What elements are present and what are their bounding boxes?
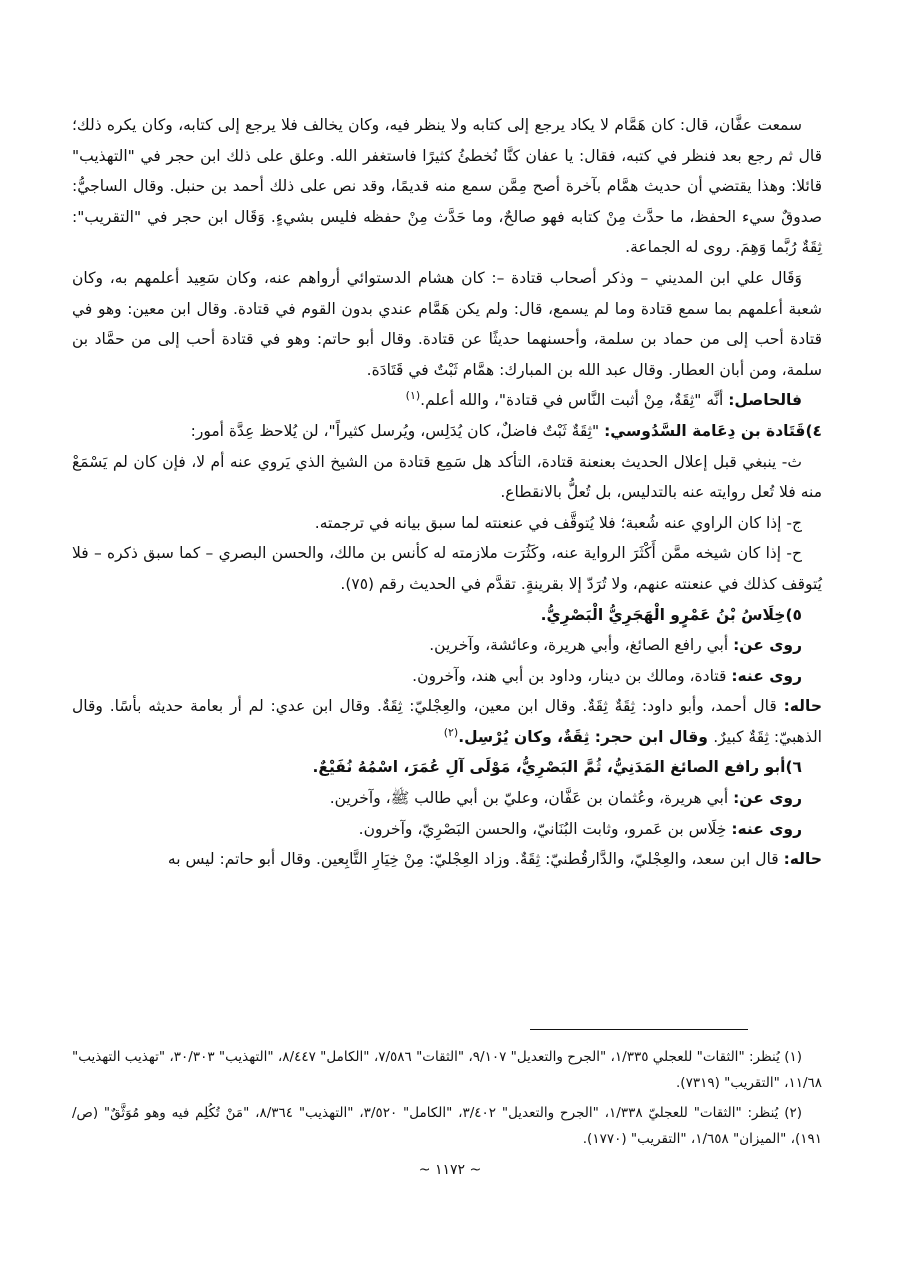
body-text bbox=[72, 110, 822, 875]
paragraph-hammam-2: وَقَال علي ابن المديني – وذكر أصحاب قتادة –: كان هشام الدستوائي أرواهم عنه، وكان سَعِيد أعلمهم به، وكان شعبة أعلمهم بما سمع قتادة وما لم يسمع، قال: ولم يكن هَمَّام عندي بدون القوم في قتادة. وقال ابن معين: وهو في قتادة أحب إلى من حماد بن سلمة، وأحسنهما حديثًا عن قتادة. وقال أبو حاتم: وهو في قتادة أحب إلى من حمَّاد بن سلمة، ومن أبان العطار. وقال عبد الله بن المبارك: همَّام ثَبْتٌ في قَتَادَة. bbox=[72, 268, 822, 379]
conclusion-label: فالحاصل: bbox=[728, 391, 802, 410]
narrator-4-name: ٤)قَتَادة بن دِعَامة السَّدُوسي: bbox=[604, 421, 822, 440]
note-tha: ث- ينبغي قبل إعلال الحديث بعنعنة قتادة، التأكد هل سَمِع قتادة من الشيخ الذي يَروي عنه أم لا، فإن كان لم يَسْمَعْ منه فلا تُعل روايته عنه بالتدليس، بل تُعلُّ بالانقطاع. bbox=[72, 452, 822, 502]
page-number: ~ ١١٧٢ ~ bbox=[418, 1162, 482, 1178]
heading-abu-rafi bbox=[72, 752, 822, 783]
footnote-separator bbox=[530, 1029, 748, 1030]
abu-rafi-status: حاله: قال ابن سعد، والعِجْليّ، والدَّارقُطنيّ: ثِقَةٌ. وزاد العِجْليّ: مِنْ خِيَارِ التَّابِعين. وقال أبو حاتم: ليس به bbox=[167, 850, 822, 869]
paragraph-conclusion: فالحاصل: أنَّه "ثِقَةٌ، مِنْ أثبت النَّاس في قتادة"، والله أعلم.$^{(١)}$ bbox=[405, 389, 802, 410]
narrator-6-name: ٦)أبو رافع الصائغ المَدَنِيُّ، ثُمَّ البَصْرِيُّ، مَوْلَى آلِ عُمَرَ، اسْمُهُ نُفَيْعٌ. bbox=[312, 758, 802, 777]
footnote-ref-2: (٢) bbox=[443, 725, 459, 739]
khilas-narrated-from: روى عن: أبي رافع الصائغ، وأبي هريرة، وعائشة، وآخرين. bbox=[429, 636, 802, 655]
footnotes bbox=[72, 1044, 822, 1156]
note-jim: ج- إذا كان الراوي عنه شُعبة؛ فلا يُتوقَّف في عنعنته لما سبق بيانه في ترجمته. bbox=[314, 513, 802, 532]
note-ha: ح- إذا كان شيخه ممَّن أَكْثَرَ الرواية عنه، وكَثُرَت ملازمته له كأنس بن مالك، والحسن البصري – كما سبق ذكره – فلا يُتوقف كذلك في عنعنته عنهم، ولا تُرَدّ إلا بقرينةٍ. تقدَّم في الحديث رقم (٧٥). bbox=[72, 544, 822, 593]
abu-rafi-narrated-from: روى عن: أبي هريرة، وعُثمان بن عَفَّان، وعليّ بن أبي طالب ﷺ، وآخرين. bbox=[329, 789, 802, 808]
paragraph-hammam-1: سمعت عفَّان، قال: كان هَمَّام لا يكاد يرجع إلى كتابه ولا ينظر فيه، وكان يخالف فلا يرجع إلى كتابه، وكان يكره ذلك؛ قال ثم رجع بعد فنظر في كتبه، فقال: يا عفان كنَّا نُخطئُ كثيرًا فاستغفر الله. وعلق على ذلك ابن حجر في "التهذيب" قائلا: وهذا يقتضي أن حديث همَّام بآخرة أصح مِمَّن سمع منه قديمًا، وقد نص على ذلك أحمد بن حنبل. وقال الساجيُّ: صدوقٌ سيء الحفظ، ما حدَّث مِنْ كتابه فهو صالحٌ، وما حَدَّث مِنْ حفظه فليس بشيءٍ. وَقَال ابن حجر في "التقريب": ثِقَةٌ رُبَّما وَهِمَ. روى له الجماعة. bbox=[72, 116, 822, 257]
footnote-1: (١) يُنظر: "الثقات" للعجلي ١/٣٣٥، "الجرح والتعديل" ٩/١٠٧، "الثقات" ٧/٥٨٦، "الكامل" ٨/٤٤٧، "التهذيب" ٣٠/٣٠٣، "تهذيب التهذيب" ١١/٦٨، "التقريب" (٧٣١٩). bbox=[72, 1049, 822, 1091]
khilas-narrated-by: روى عنه: قتادة، ومالك بن دينار، وداود بن أبي هند، وآخرون. bbox=[412, 666, 802, 685]
khilas-status: حاله: قال أحمد، وأبو داود: ثِقَةٌ ثِقَةٌ. وقال ابن معين، والعِجْليّ: ثِقَةٌ. وقال ابن عدي: لم أر بعامة حديثه بأسًا. وقال الذهبيّ: ثِقَةٌ كبيرٌ. وقال ابن حجر: ثِقَةٌ، وكان يُرْسِل.$^{(٢)}$ bbox=[72, 697, 822, 746]
narrator-5-name: ٥)خِلَاسُ بْنُ عَمْرٍو الْهَجَرِيُّ الْبَصْرِيُّ. bbox=[540, 605, 802, 624]
heading-khilas bbox=[72, 600, 822, 631]
footnote-2: (٢) يُنظر: "الثقات" للعجليّ ١/٣٣٨، "الجرح والتعديل" ٣/٤٠٢، "الكامل" ٣/٥٢٠، "التهذيب" ٨/٣٦٤، "مَنْ تُكُلِم فيه وهو مُوَثَّقٌ" (ص/١٩١)، "الميزان" ١/٦٥٨، "التقريب" (١٧٧٠). bbox=[72, 1105, 822, 1147]
heading-qatada: ٤)قَتَادة بن دِعَامة السَّدُوسي: "ثِقَةٌ ثَبْتٌ فاضلٌ، كان يُدَلِس، ويُرسل كثيراً"، لن يُلاحظ عِدَّة أمور: bbox=[190, 421, 822, 440]
footnote-ref-1: (١) bbox=[405, 389, 421, 403]
abu-rafi-narrated-by: روى عنه: خِلَاس بن عَمرو، وثابت البُنَانيّ، والحسن البَصْرِيّ، وآخرون. bbox=[358, 819, 802, 838]
